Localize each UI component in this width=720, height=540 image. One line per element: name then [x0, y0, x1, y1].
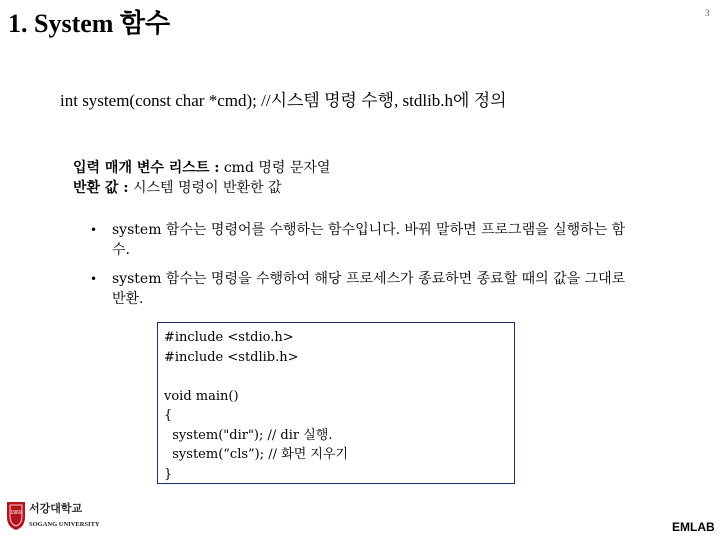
bullet-list	[90, 220, 630, 318]
code-line: }	[164, 466, 173, 482]
function-signature: int system(const char *cmd); //시스템 명령 수행, stdlib.h에 정의	[60, 91, 507, 110]
return-value-label: 반환 값 :	[73, 180, 129, 196]
code-example-box	[157, 322, 515, 484]
code-line: system("dir"); // dir 실행.	[164, 427, 333, 443]
input-param-row	[73, 158, 330, 178]
code-line: system(“cls”); // 화면 지우기	[164, 447, 349, 462]
list-item	[90, 220, 630, 260]
bullet-icon: •	[90, 223, 98, 237]
bullet-text: system 함수는 명령어를 수행하는 함수입니다. 바꿔 말하면 프로그램을 실행하는 함수.	[112, 222, 626, 258]
page-number: 3	[705, 8, 710, 18]
list-item	[90, 269, 630, 309]
code-line: {	[164, 408, 173, 423]
code-line	[164, 367, 508, 387]
parameter-description	[73, 158, 330, 198]
bullet-icon: •	[90, 272, 98, 286]
input-param-value: cmd 명령 문자열	[223, 160, 331, 176]
logo-korean-name: 서강대학교	[29, 502, 83, 515]
code-line: #include <stdio.h>	[164, 330, 294, 345]
code-line: void main()	[164, 388, 239, 404]
code-line: #include <stdlib.h>	[164, 349, 299, 365]
svg-text:1960: 1960	[10, 510, 22, 516]
university-logo	[5, 499, 115, 531]
return-value-row	[73, 178, 330, 198]
slide-title: 1. System 함수	[8, 9, 171, 38]
return-value-text: 시스템 명령이 반환한 값	[132, 180, 282, 196]
bullet-text: system 함수는 명령을 수행하여 해당 프로세스가 종료하면 종료할 때의 값을 그대로 반환.	[112, 271, 626, 307]
university-seal-icon	[7, 502, 25, 530]
logo-english-name: SOGANG UNIVERSITY	[29, 521, 100, 528]
input-param-label: 입력 매개 변수 리스트 :	[73, 160, 220, 176]
footer-lab-name: EMLAB	[672, 520, 715, 534]
